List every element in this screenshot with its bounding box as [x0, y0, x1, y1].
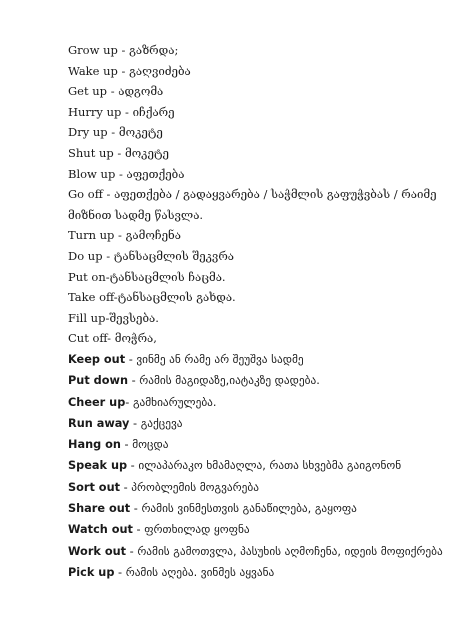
translation: ილაპარაკო ხმამაღლა, რათა სხვებმა გაიგონონ — [138, 459, 402, 473]
list-item — [68, 498, 468, 519]
list-item — [68, 562, 468, 583]
separator: - — [107, 84, 119, 99]
phrasal-verb: Do up — [68, 248, 103, 263]
separator: - — [121, 104, 133, 119]
separator: - — [105, 269, 110, 284]
phrasal-verb: Work out — [68, 544, 127, 558]
translation: პრობლემის მოგვარება — [131, 480, 259, 494]
translation: მოკეტე — [118, 125, 163, 140]
list-item — [68, 267, 468, 288]
phrasal-verb: Put on — [68, 269, 106, 284]
list-item — [68, 122, 468, 143]
translation: გაღვიძება — [129, 63, 191, 78]
translation: რამის აღება. ვინმეს აყვანა — [125, 565, 275, 579]
separator: - — [120, 438, 133, 452]
phrasal-verb: Run away — [68, 416, 130, 430]
separator: - — [105, 310, 110, 325]
separator: - — [117, 43, 130, 57]
phrasal-verb: Grow up — [68, 43, 118, 57]
phrasal-verb: Speak up — [68, 459, 128, 473]
phrasal-verb: Keep out — [68, 352, 126, 366]
list-item — [68, 455, 468, 476]
list-item — [68, 477, 468, 498]
phrasal-verb: Shut up — [68, 145, 114, 160]
separator: - — [125, 395, 133, 409]
separator: - — [114, 228, 126, 243]
translation: ფრთხილად ყოფნა — [144, 523, 250, 537]
separator: - — [107, 331, 115, 346]
translation: მოცდა — [132, 438, 169, 452]
list-item — [68, 102, 468, 123]
separator: - — [125, 352, 137, 366]
phrasal-verb: Cheer up — [68, 395, 126, 409]
separator: - — [120, 480, 132, 494]
list-item — [68, 40, 468, 61]
translation: ვინმე ან რამე არ შეუშვა სადმე — [136, 352, 304, 366]
translation: გამოჩენა — [125, 228, 181, 243]
separator: - — [107, 125, 119, 140]
separator: - — [115, 166, 127, 181]
list-item — [68, 308, 468, 329]
phrasal-verb: Fill up — [68, 310, 106, 325]
translation: ტანსაცმლის ჩაცმა. — [109, 269, 226, 284]
list-item — [68, 287, 468, 308]
translation: აფეთქება — [126, 166, 185, 181]
separator: - — [127, 374, 140, 388]
separator: - — [102, 187, 115, 202]
list-item — [68, 519, 468, 540]
phrasal-verb: Hurry up — [68, 104, 122, 119]
list-item — [68, 143, 468, 164]
separator: - — [126, 544, 138, 558]
separator: - — [129, 416, 141, 430]
separator: - — [130, 501, 142, 515]
translation: გამხიარულება. — [132, 395, 217, 409]
phrasal-verb: Blow up — [68, 166, 116, 181]
list-item — [68, 246, 468, 267]
separator: - — [102, 248, 114, 263]
phrasal-verb: Hang on — [68, 438, 121, 452]
translation: ტანსაცმლის გახდა. — [117, 290, 236, 305]
phrasal-verb: Get up — [68, 84, 108, 99]
phrasal-verb: Cut off — [68, 331, 108, 346]
phrasal-verb: Turn up — [68, 228, 115, 243]
phrasal-verb: Sort out — [68, 480, 121, 494]
list-item — [68, 541, 468, 562]
translation: რამის მაგიდაზე,იატაკზე დადება. — [139, 374, 320, 388]
phrasal-verb: Share out — [68, 501, 131, 515]
translation: ტანსაცმლის შეკვრა — [113, 248, 235, 263]
phrasal-verb-list — [68, 40, 468, 583]
translation: რამის გამოთვლა, პასუხის აღმოჩენა, იდეის მოფიქრება — [137, 544, 443, 558]
separator: - — [132, 523, 145, 537]
separator: - — [117, 63, 130, 78]
list-item — [68, 413, 468, 434]
list-item — [68, 370, 468, 391]
translation: შევსება. — [109, 310, 159, 325]
list-item — [68, 61, 468, 82]
phrasal-verb: Put down — [68, 374, 128, 388]
translation: გაზრდა; — [129, 43, 179, 57]
phrasal-verb: Take off — [68, 290, 114, 305]
separator: - — [114, 565, 126, 579]
separator: - — [127, 459, 139, 473]
phrasal-verb: Pick up — [68, 565, 115, 579]
phrasal-verb: Dry up — [68, 125, 108, 140]
translation: აფეთქება / გადაყვარება / საჭმლის გაფუჭვბას / რაიმე მიზნით სადმე წასვლა. — [68, 187, 437, 222]
translation: რამის ვინმესთვის განაწილება, გაყოფა — [141, 501, 357, 515]
phrasal-verb: Go off — [68, 187, 103, 202]
phrasal-verb: Watch out — [68, 523, 133, 537]
list-item — [68, 328, 468, 349]
list-item — [68, 164, 468, 185]
translation: ადგომა — [118, 84, 164, 99]
translation: გაქცევა — [140, 416, 183, 430]
list-item — [68, 81, 468, 102]
list-item — [68, 434, 468, 455]
phrasal-verb: Wake up — [68, 63, 118, 78]
translation: მოჭრა, — [114, 331, 157, 346]
list-item — [68, 184, 458, 225]
list-item — [68, 225, 468, 246]
separator: - — [113, 145, 125, 160]
list-item — [68, 392, 468, 413]
translation: მოკეტე — [124, 145, 169, 160]
translation: იჩქარე — [132, 104, 175, 119]
separator: - — [113, 290, 118, 305]
list-item — [68, 349, 468, 370]
